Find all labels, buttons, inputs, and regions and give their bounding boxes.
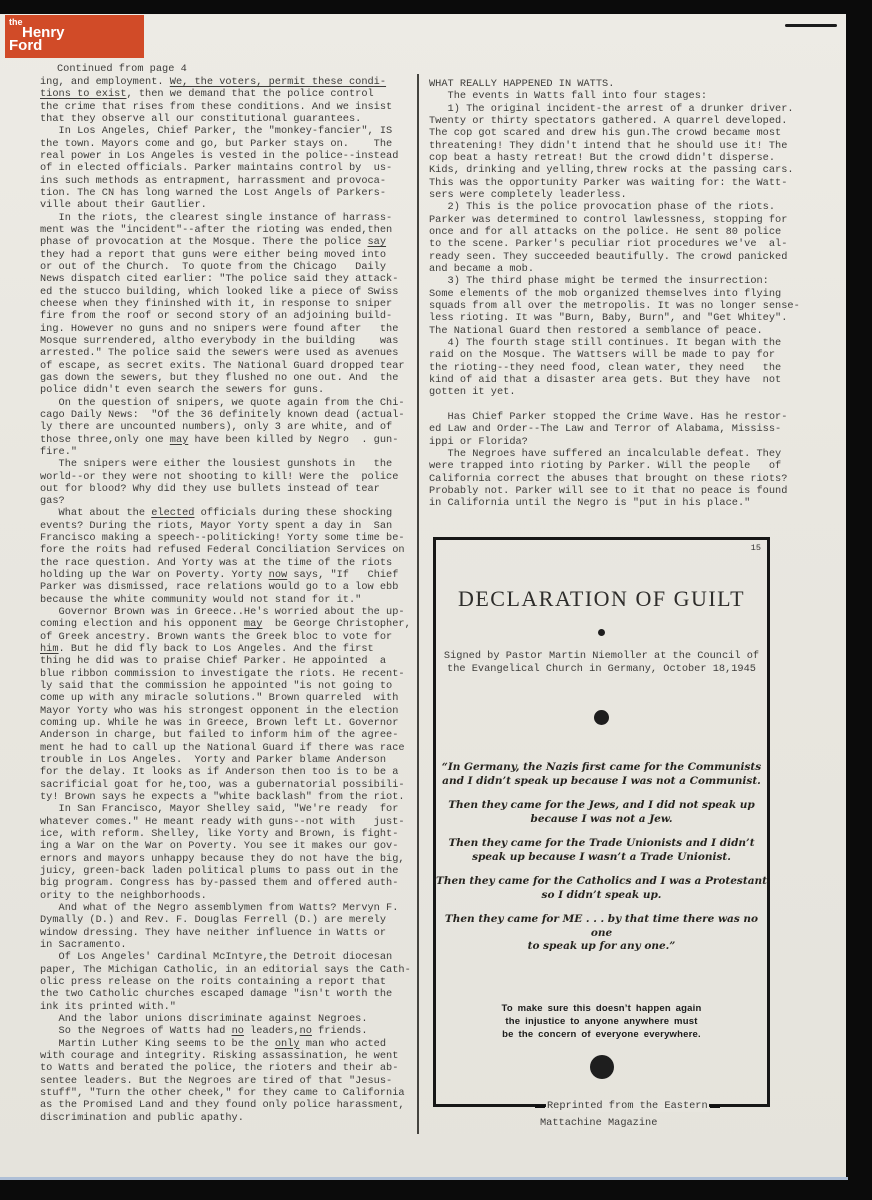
text-line: Parker was dismissed, race relations would go to a low ebb: [40, 581, 399, 594]
text-line: holding up the War on Poverty. Yorty now says, "If Chief: [40, 569, 399, 582]
text-line: paper, The Michigan Catholic, in an editorial says the Cath-: [40, 963, 411, 976]
quote-stanza: “In Germany, the Nazis first came for the Communists and I didn’t speak up because I was not a Communist.: [441, 761, 762, 787]
reprint-credit-line2: Mattachine Magazine: [540, 1117, 658, 1129]
scan-right-edge: [846, 0, 872, 1200]
niemoller-quote: [436, 761, 767, 954]
text-line: Martin Luther King seems to be the only man who acted: [40, 1037, 387, 1050]
text-line: On the question of snipers, we quote again from the Chi-: [40, 396, 405, 409]
scan-bottom-edge: [0, 1180, 872, 1200]
text-line: squads from all over the metropolis. It was no longer sense-: [429, 299, 800, 312]
text-line: be the concern of everyone everywhere.: [502, 1028, 701, 1040]
text-line: Mosque surrendered, altho everybody in the building was: [40, 334, 399, 347]
separator-dot-large: [590, 1055, 614, 1079]
text-line: ed the stucco building, which looked like a piece of Swiss: [40, 285, 399, 298]
text-line: ernors and mayors unhappy because they do not have the big,: [40, 852, 405, 865]
text-line: ippi or Florida?: [429, 435, 528, 448]
text-line: those three,only one may have been killed by Negro . gun-: [40, 433, 399, 446]
text-line: ly there are uncounted numbers), only 3 are white, and of: [40, 421, 393, 434]
text-line: The cop got scared and drew his gun.The crowd became most: [429, 127, 782, 140]
text-line: ing, and employment. We, the voters, permit these condi-: [40, 76, 387, 88]
text-line: or out of the Church. To quote from the Chicago Daily: [40, 260, 387, 273]
text-line: The National Guard then restored a semblance of peace.: [429, 324, 763, 337]
text-line: come up with any miracle solutions." Brown quarreled with: [40, 692, 399, 705]
text-line: whatever comes." He meant ready with guns--not with just-: [40, 815, 405, 828]
text-line: So the Negroes of Watts had no leaders,no friends.: [40, 1025, 368, 1038]
text-line: In San Francisco, Mayor Shelley said, "We're ready for: [40, 803, 399, 816]
text-line: of escape, as secret exits. The National Guard dropped tear: [40, 359, 405, 372]
text-line: 2) This is the police provocation phase of the riots.: [429, 201, 776, 214]
text-line: cheese when they fininshed with it, in response to sniper: [40, 297, 393, 310]
text-line: gas?: [40, 495, 65, 508]
text-line: ment was the "incident"--after the rioting was ended,then: [40, 223, 393, 236]
text-line: discrimination and public apathy.: [40, 1111, 244, 1124]
text-line: out for blood? Why did they use bullets instead of tear: [40, 482, 380, 495]
closing-message: [436, 1002, 767, 1041]
separator-dot-medium: [594, 710, 609, 725]
text-line: WHAT REALLY HAPPENED IN WATTS.: [429, 78, 615, 90]
text-line: Probably not. Parker will see to it that no peace is found: [429, 484, 788, 497]
text-line: the rioting--they need food, clean water, they need the: [429, 361, 782, 374]
text-line: sentee leaders. But the Negroes are tired of that "Jesus-: [40, 1074, 393, 1087]
text-line: tion. The CN has long warned the Lost Angels of Parkers-: [40, 186, 387, 199]
text-line: blue ribbon commission to investigate the riots. He recent-: [40, 667, 405, 680]
text-line: Twenty or thirty spectators gathered. A quarrel developed.: [429, 114, 788, 127]
text-line: ink its printed with.": [40, 1000, 176, 1013]
reprint-credit-line1: Reprinted from the Eastern: [534, 1100, 721, 1112]
logo-text-ford: Ford: [9, 37, 43, 54]
text-line: [429, 399, 835, 411]
text-line: ority to the neighborhoods.: [40, 889, 207, 902]
text-line: fire.": [40, 445, 78, 458]
text-line: the two Catholic churches escaped damage "isn't worth the: [40, 988, 393, 1001]
text-line: to the scene. Parker's peculiar riot procedures we've al-: [429, 238, 788, 251]
quote-stanza: Then they came for ME . . . by that time there was no one to speak up for any one.”: [444, 913, 759, 952]
text-line: big program. Congress has by-passed them and offered auth-: [40, 877, 399, 890]
text-line: ed Law and Order--The Law and Terror of Alabama, Mississ-: [429, 423, 782, 436]
text-line: threatening! They didn't intend that he should use it! The: [429, 139, 788, 152]
text-line: of in elected officials. Parker maintains control by us-: [40, 162, 393, 175]
declaration-of-guilt-box: [433, 537, 770, 1129]
continued-from-note: Continued from page 4: [57, 63, 187, 75]
text-line: sers were completely leaderless.: [429, 188, 627, 201]
text-line: The Negroes have suffered an incalculable defeat. They: [429, 447, 782, 460]
text-line: ins such methods as entrapment, harrassment and provoca-: [40, 174, 387, 187]
text-line: ment he had to call up the National Guard if there was race: [40, 741, 405, 754]
text-line: Parker was determined to control lawlessness, stopping for: [429, 213, 788, 226]
text-line: sacrificial goat for he,too, was a gubernatorial possibili-: [40, 778, 405, 791]
text-line: cop beat a hasty retreat! But the crowd didn't disperse.: [429, 151, 776, 164]
text-line: In the riots, the clearest single instance of harrass-: [40, 211, 393, 224]
text-line: And the labor unions discriminate against Negroes.: [40, 1012, 368, 1025]
text-line: they had a report that guns were either being moved into: [40, 248, 387, 261]
text-line: ing a War on the War on Poverty. You see it makes our gov-: [40, 840, 399, 853]
text-line: The snipers were either the lousiest gunshots in the: [40, 458, 393, 471]
text-line: Some elements of the mob organized themselves into flying: [429, 287, 782, 300]
text-line: olic press release on the roits containing a report that: [40, 975, 387, 988]
text-line: To make sure this doesn’t happen again: [501, 1002, 702, 1014]
text-line: Has Chief Parker stopped the Crime Wave. Has he restor-: [429, 410, 788, 423]
text-line: phase of provocation at the Mosque. There the police say: [40, 236, 387, 249]
text-line: because the white community would not stand for it.": [40, 593, 362, 606]
text-line: the race question. And Yorty was at the time of the riots: [40, 556, 393, 569]
text-line: kind of aid that a disaster area gets. But they have not: [429, 373, 782, 386]
text-line: And what of the Negro assemblymen from Watts? Mervyn F.: [40, 901, 399, 914]
scan-top-edge: [0, 0, 872, 14]
logo-text-the: the: [9, 17, 23, 27]
text-line: This was the opportunity Parker was waiting for: the Watt-: [429, 176, 788, 189]
text-line: as the Promised Land and they found only police harassment,: [40, 1099, 405, 1112]
text-line: Mayor Yorty who was his strongest opponent in the election: [40, 704, 399, 717]
text-line: tions to exist, then we demand that the police control: [40, 88, 374, 101]
text-line: gotten it yet.: [429, 386, 516, 399]
text-line: ly said that the commission he appointed "is not going to: [40, 680, 393, 693]
text-line: the injustice to anyone anywhere must: [505, 1015, 698, 1027]
text-line: real power in Los Angeles is vested in the police--instead: [40, 149, 399, 162]
text-line: ing. However no guns and no snipers were found after the: [40, 322, 399, 335]
text-line: coming election and his opponent may be George Christopher,: [40, 618, 411, 631]
text-line: the Evangelical Church in Germany, October 18,1945: [447, 663, 756, 675]
text-line: ready seen. They succeeded beautifully. The crowd panicked: [429, 250, 788, 263]
left-column: [40, 76, 420, 1124]
text-line: in Sacramento.: [40, 938, 127, 951]
text-line: to Watts and berated the police, the rioters and their ab-: [40, 1062, 399, 1075]
text-line: for the delay. It looks as if Anderson then too is to be a: [40, 766, 399, 779]
henry-ford-logo: [5, 15, 144, 58]
text-line: window dressing. They have neither influence in Watts or: [40, 926, 387, 939]
text-line: ville about their Gautlier.: [40, 199, 207, 212]
text-line: In Los Angeles, Chief Parker, the "monkey-fancier", IS: [40, 125, 393, 138]
text-line: raid on the Mosque. The Wattsers will be made to pay for: [429, 349, 776, 362]
text-line: Francisco making a speech--politicking! Yorty some time be-: [40, 532, 405, 545]
text-line: cago Daily News: "Of the 36 definitely known dead (actual-: [40, 408, 405, 421]
text-line: and became a mob.: [429, 262, 535, 275]
text-line: 3) The third phase might be termed the insurrection:: [429, 275, 769, 288]
declaration-title: DECLARATION OF GUILT: [457, 586, 746, 611]
quote-stanza: Then they came for the Jews, and I did not speak up because I was not a Jew.: [448, 799, 755, 825]
quote-stanza: Then they came for the Catholics and I was a Protestant so I didn’t speak up.: [436, 875, 767, 901]
column-divider: [417, 74, 419, 1134]
logo-text-henry: Henry: [22, 24, 65, 41]
text-line: Governor Brown was in Greece..He's worried about the up-: [40, 606, 405, 619]
quote-stanza: Then they came for the Trade Unionists and I didn’t speak up because I wasn’t a Trade Unionist.: [448, 837, 755, 863]
text-line: of Greek ancestry. Brown wants the Greek bloc to vote for: [40, 630, 393, 643]
text-line: Kids, drinking and yelling,threw rocks at the passing cars.: [429, 164, 794, 177]
text-line: The events in Watts fall into four stages:: [429, 90, 708, 103]
text-line: that they observe all our constitutional guarantees.: [40, 112, 362, 125]
text-line: police didn't even search the sewers for guns.: [40, 384, 325, 397]
text-line: juicy, green-back laden political plums to pass out in the: [40, 865, 399, 877]
separator-dot-small: [598, 629, 605, 636]
scan-artifact-mark: [785, 24, 837, 27]
text-line: fore the roits had refused Federal Conciliation Services on: [40, 544, 405, 557]
text-line: 1) The original incident-the arrest of a drunker driver.: [429, 102, 794, 115]
text-line: gas down the sewers, but they flushed no one out. And the: [40, 371, 399, 384]
text-line: thing he did was to praise Chief Parker. He appointed a: [40, 655, 387, 668]
text-line: less rioting. It was "Burn, Baby, Burn", and "Get Whitey".: [429, 312, 788, 325]
text-line: with courage and integrity. Risking assassination, he went: [40, 1049, 399, 1062]
border-dash-left: [535, 1105, 545, 1108]
text-line: in California until the Negro is "put in his place.": [429, 497, 751, 510]
text-line: coming up. While he was in Greece, Brown left Lt. Governor: [40, 717, 399, 730]
text-line: Dymally (D.) and Rev. F. Douglas Ferrell (D.) are merely: [40, 914, 387, 927]
text-line: Signed by Pastor Martin Niemoller at the Council of: [443, 650, 760, 662]
text-line: Anderson in charge, but failed to inform him of the agree-: [40, 729, 399, 742]
text-line: arrested." The police said the sewers were used as avenues: [40, 347, 399, 360]
text-line: once and for all attacks on the police. He sent 80 police: [429, 225, 782, 238]
text-line: Of Los Angeles' Cardinal McIntyre,the Detroit diocesan: [40, 951, 393, 964]
text-line: ty! Brown says he expects a "white backlash" from the riot.: [40, 791, 405, 804]
text-line: were trapped into rioting by Parker. Will the people of: [429, 460, 782, 473]
right-column: [429, 78, 835, 509]
box-page-number: 15: [750, 543, 761, 553]
paper: [0, 14, 846, 1178]
text-line: California correct the abuses that brought on these riots?: [429, 472, 788, 485]
text-line: ice, with reform. Shelley, like Yorty and Brown, is fight-: [40, 828, 399, 841]
text-line: the town. Mayors come and go, but Parker stays on. The: [40, 137, 393, 150]
border-dash-right: [710, 1105, 720, 1108]
text-line: What about the elected officials during these shocking: [40, 507, 393, 520]
text-line: events? During the riots, Mayor Yorty spent a day in San: [40, 519, 393, 532]
text-line: trouble in Los Angeles. Yorty and Parker blame Anderson: [40, 754, 387, 767]
text-line: stuff", "Turn the other cheek," for they came to California: [40, 1086, 405, 1099]
text-line: world--or they were not shooting to kill! Were the police: [40, 470, 399, 483]
text-line: 4) The fourth stage still continues. It began with the: [429, 336, 782, 349]
text-line: fire from the roof or second story of an adjoining build-: [40, 310, 393, 323]
text-line: him. But he did fly back to Los Angeles. And the first: [40, 643, 374, 656]
text-line: the crime that rises from these conditions. And we insist: [40, 100, 393, 113]
signed-attribution: [436, 650, 767, 676]
text-line: News dispatch cited earlier: "The police said they attack-: [40, 273, 399, 286]
